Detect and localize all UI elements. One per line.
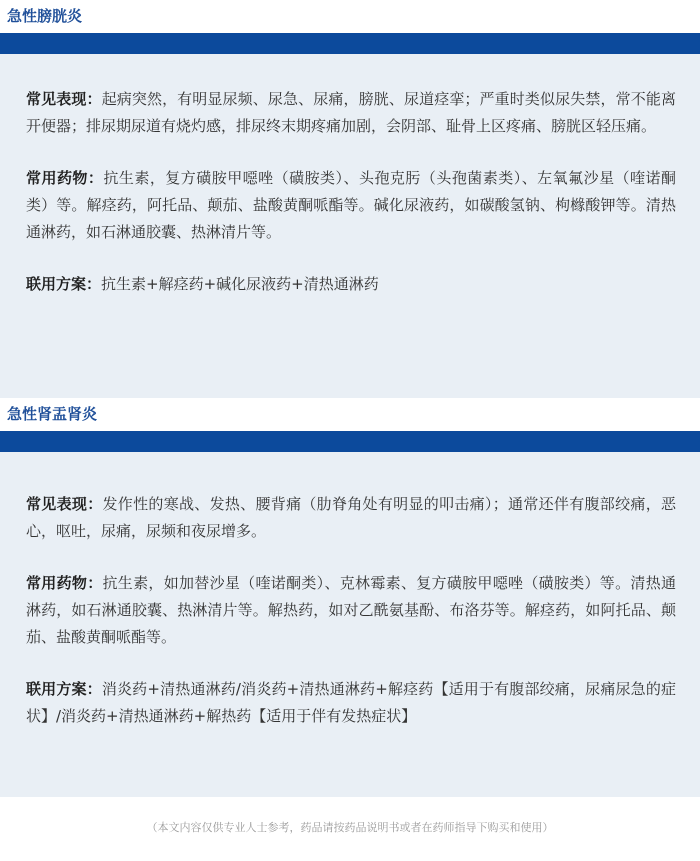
disclaimer-footer: （本文内容仅供专业人士参考，药品请按药品说明书或者在药师指导下购买和使用） [146,821,554,834]
paragraph-symptoms [26,86,676,140]
paragraph-drugs [26,570,676,651]
paragraph-text: 消炎药+清热通淋药/消炎药+清热通淋药+解痉药【适用于有腹部绞痛，尿痛尿急的症状】/消炎药+清热通淋药+解热药【适用于伴有发热症状】 [26,680,676,725]
section-acute-pyelonephritis [0,398,700,797]
section-acute-cystitis [0,0,700,398]
paragraph-text: 抗生素，复方磺胺甲噁唑（磺胺类）、头孢克肟（头孢菌素类）、左氧氟沙星（喹诺酮类）等。解痉药，阿托品、颠茄、盐酸黄酮哌酯等。碱化尿液药，如碳酸氢钠、枸橼酸钾等。清热通淋药，如石淋通胶囊、热淋清片等。 [26,169,676,241]
section-title: 急性膀胱炎 [0,0,700,33]
section-panel [0,452,700,797]
paragraph-label: 常用药物： [26,169,104,187]
paragraph-drugs [26,165,676,246]
paragraph-text: 起病突然，有明显尿频、尿急、尿痛，膀胱、尿道痉挛；严重时类似尿失禁，常不能离开便器；排尿期尿道有烧灼感，排尿终末期疼痛加剧，会阴部、耻骨上区疼痛、膀胱区轻压痛。 [26,90,676,135]
paragraph-label: 联用方案： [26,680,102,698]
paragraph-combination [26,271,676,298]
paragraph-text: 抗生素，如加替沙星（喹诺酮类）、克林霉素、复方磺胺甲噁唑（磺胺类）等。清热通淋药，如石淋通胶囊、热淋清片等。解热药，如对乙酰氨基酚、布洛芬等。解痉药，如阿托品、颠茄、盐酸黄酮哌酯等。 [26,574,676,646]
section-header-bar [0,431,700,452]
paragraph-label: 常见表现： [26,90,102,108]
section-title: 急性肾盂肾炎 [0,398,700,431]
paragraph-label: 联用方案： [26,275,102,293]
paragraph-label: 常用药物： [26,574,103,592]
section-header-bar [0,33,700,54]
paragraph-text: 发作性的寒战、发热、腰背痛（肋脊角处有明显的叩击痛）；通常还伴有腹部绞痛，恶心，呕吐，尿痛，尿频和夜尿增多。 [26,495,676,540]
paragraph-label: 常见表现： [26,495,103,513]
section-panel [0,54,700,398]
paragraph-combination [26,676,676,730]
paragraph-text: 抗生素+解痉药+碱化尿液药+清热通淋药 [101,275,379,293]
paragraph-symptoms [26,491,676,545]
